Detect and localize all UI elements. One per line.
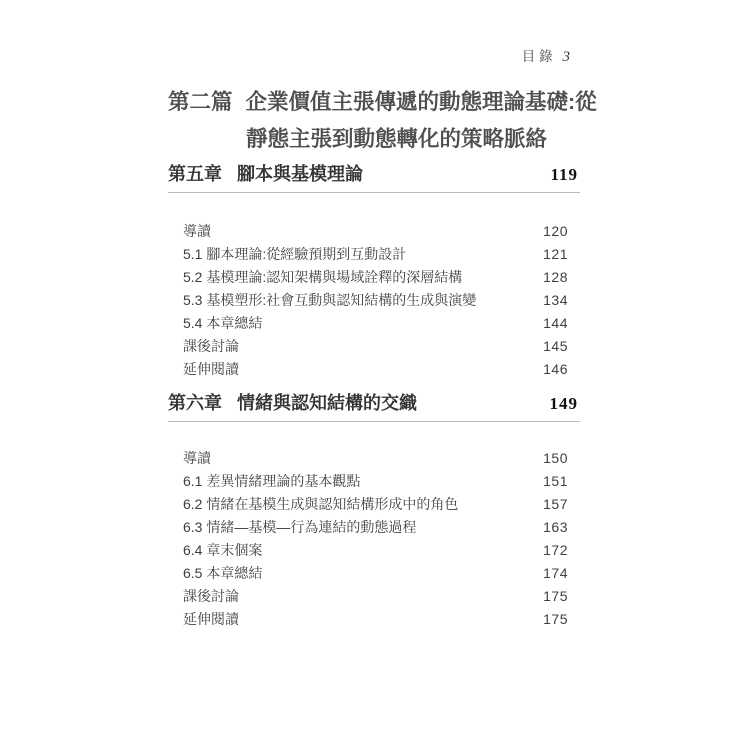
toc-entry-page: 134 <box>543 291 568 308</box>
toc-entry-page: 144 <box>543 314 568 331</box>
part-title-line1 <box>168 84 638 121</box>
toc-entry-title: 導讀 <box>183 222 211 239</box>
toc-entry-title: 課後討論 <box>183 587 239 604</box>
toc-entry-page: 120 <box>543 222 568 239</box>
chapter5-title: 腳本與基模理論 <box>237 164 363 184</box>
toc-entry-page: 128 <box>543 268 568 285</box>
toc-entry <box>168 357 580 380</box>
chapter5-heading-row <box>168 162 580 186</box>
chapter6-title-group <box>168 391 417 415</box>
chapter5-page-number: 119 <box>550 165 578 184</box>
toc-entry-title: 6.2 情緒在基模生成與認知結構形成中的角色 <box>183 495 459 512</box>
toc-entry-page: 146 <box>543 360 568 377</box>
toc-entry-page: 174 <box>543 564 568 581</box>
toc-entry <box>168 334 580 357</box>
chapter5-label: 第五章 <box>168 164 222 184</box>
toc-entry-page: 172 <box>543 541 568 558</box>
toc-entry <box>168 219 580 242</box>
chapter6-title: 情緒與認知結構的交織 <box>237 393 417 413</box>
toc-entry <box>168 311 580 334</box>
toc-entry <box>168 469 580 492</box>
chapter5-rule <box>168 192 580 193</box>
toc-entry <box>168 561 580 584</box>
toc-header-label: 目 錄 <box>521 49 553 64</box>
toc-entry-title: 6.4 章末個案 <box>183 541 263 558</box>
part-title-text: 企業價值主張傳遞的動態理論基礎:從 <box>245 90 597 114</box>
toc-entry <box>168 538 580 561</box>
toc-entry-title: 延伸閱讀 <box>183 360 239 377</box>
header-page-number: 3 <box>562 49 570 65</box>
toc-entry-page: 175 <box>543 610 568 627</box>
toc-entry <box>168 515 580 538</box>
toc-entry-page: 175 <box>543 587 568 604</box>
running-header <box>522 45 570 66</box>
part-title-line2: 靜態主張到動態轉化的策略脈絡 <box>246 127 548 151</box>
chapter6-heading-row <box>168 391 580 415</box>
chapter6-label: 第六章 <box>168 393 222 413</box>
part-label: 第二篇 <box>168 90 233 114</box>
toc-entry-page: 151 <box>543 472 568 489</box>
toc-entry <box>168 584 580 607</box>
toc-entry-title: 課後討論 <box>183 337 239 354</box>
chapter6-page-number: 149 <box>549 394 578 413</box>
toc-entry <box>168 607 580 630</box>
part-title <box>168 84 638 158</box>
toc-entry-title: 5.4 本章總結 <box>183 314 263 331</box>
chapter5-heading <box>168 162 580 193</box>
toc-entry-title: 6.1 差異情緒理論的基本觀點 <box>183 472 361 489</box>
toc-entry-title: 導讀 <box>183 449 211 466</box>
toc-entry-page: 121 <box>543 245 568 262</box>
toc-entry-title: 5.2 基模理論:認知架構與場域詮釋的深層結構 <box>183 268 463 285</box>
toc-entry-page: 150 <box>543 449 568 466</box>
toc-entry-title: 5.1 腳本理論:從經驗預期到互動設計 <box>183 245 407 262</box>
chapter6-heading <box>168 391 580 422</box>
toc-entry <box>168 265 580 288</box>
toc-entry <box>168 446 580 469</box>
chapter6-entries <box>168 446 580 630</box>
toc-entry-title: 延伸閱讀 <box>183 610 239 627</box>
toc-entry <box>168 288 580 311</box>
toc-entry <box>168 242 580 265</box>
chapter6-rule <box>168 421 580 422</box>
chapter5-title-group <box>168 162 363 186</box>
toc-entry-page: 145 <box>543 337 568 354</box>
toc-entry-title: 6.5 本章總結 <box>183 564 263 581</box>
toc-entry-title: 5.3 基模塑形:社會互動與認知結構的生成與演變 <box>183 291 477 308</box>
toc-entry-page: 157 <box>543 495 568 512</box>
toc-entry-page: 163 <box>543 518 568 535</box>
toc-entry-title: 6.3 情緒—基模—行為連結的動態過程 <box>183 518 417 535</box>
chapter5-entries <box>168 219 580 380</box>
toc-entry <box>168 492 580 515</box>
